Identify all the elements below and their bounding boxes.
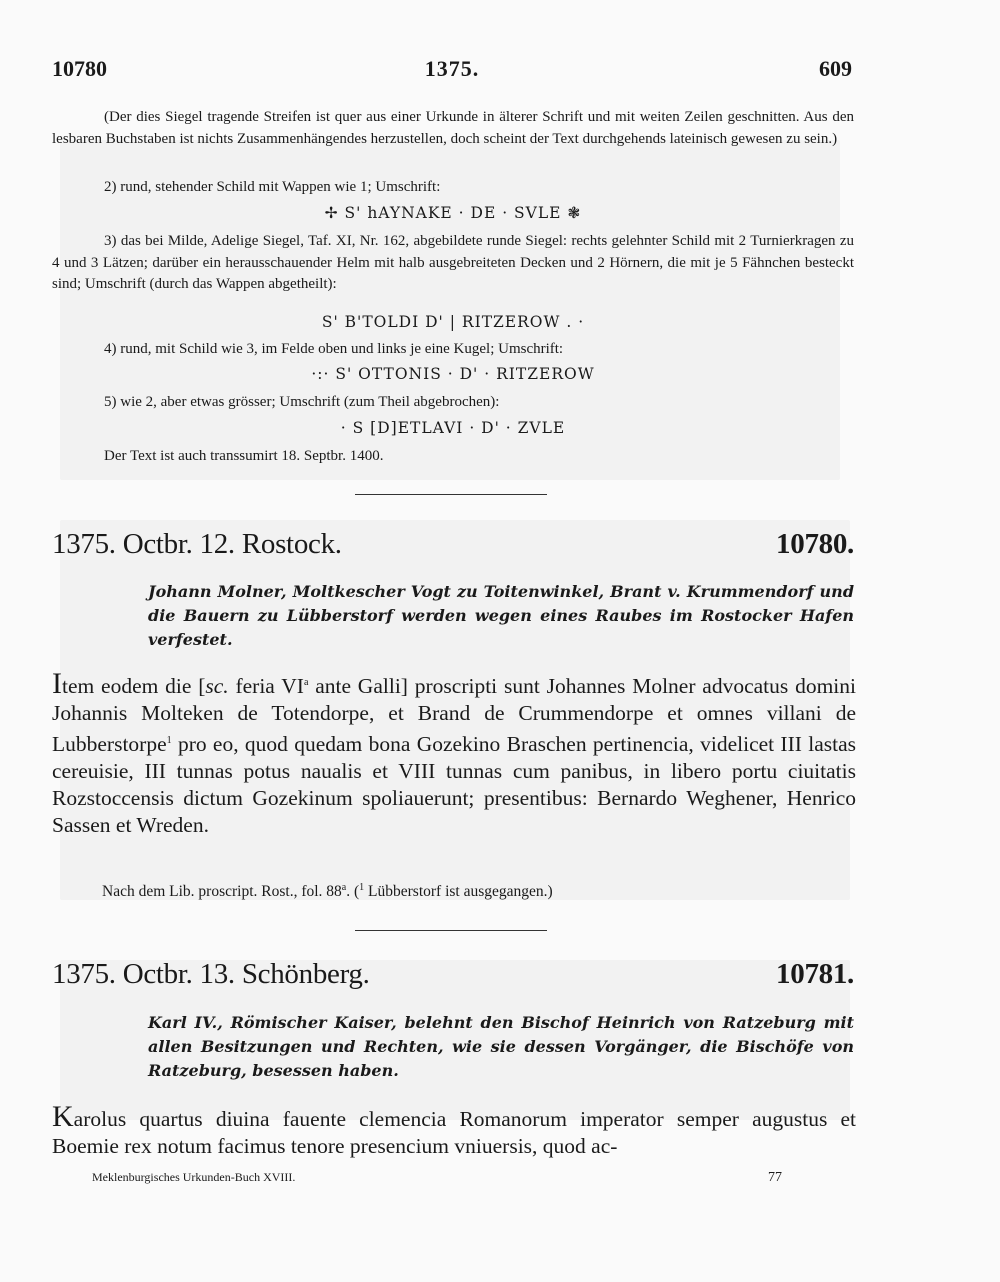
entry-10780-text [52, 669, 856, 839]
header-page-number: 609 [819, 56, 852, 81]
text-segment: tem eodem die [ [62, 674, 206, 699]
entry-10781-date: 1375. Octbr. 13. Schönberg. [52, 958, 370, 990]
entry-10781-text [52, 1100, 856, 1160]
seal-3-description: 3) das bei Milde, Adelige Siegel, Taf. XI, Nr. 162, abgebildete runde Siegel: rechts gelehnter Schild mit 2 Turnierkragen zu 4 und 3 Lätzen; darüber ein herausschauender Helm mit halb ausgebreiteten Decken und 2 Hörnern, die mit je 5 Fähnchen besteckt sind; Umschrift (durch das Wappen abgetheilt): [52, 233, 854, 292]
seal-5-legend: · S [D]ETLAVI · D' · ZVLE [340, 419, 566, 437]
seal-4-description: 4) rund, mit Schild wie 3, im Felde oben und links je eine Kugel; Umschrift: [104, 341, 564, 357]
header-year: 1375. [424, 56, 480, 81]
text-segment: arolus quartus diuina fauente clemencia Romanorum imperator semper augustus et Boemie rex notum facimus tenore presencium vniuersis, quod ac- [52, 1107, 856, 1158]
seal-4-legend: ·:· S' OTTONIS · D' · RITZEROW [311, 365, 595, 383]
transsumpt-note: Der Text ist auch transsumirt 18. Septbr. 1400. [104, 448, 384, 464]
entry-10781-initial: K [52, 1100, 74, 1133]
footnote-marker: 1 [359, 882, 365, 893]
running-header [52, 56, 852, 86]
text-segment: . ( [346, 883, 360, 901]
text-segment: Nach dem Lib. proscript. Rost., fol. 88 [102, 883, 342, 901]
seal-2-description: 2) rund, stehender Schild mit Wappen wie 1; Umschrift: [104, 179, 441, 195]
entry-10781-heading [52, 958, 854, 998]
section-divider [355, 494, 547, 495]
text-segment: sc. [205, 674, 229, 699]
entry-10780-date: 1375. Octbr. 12. Rostock. [52, 528, 342, 560]
entry-10781-number: 10781. [776, 958, 854, 990]
entry-10780-heading [52, 528, 854, 568]
section-divider [355, 930, 547, 931]
page-footer [92, 1170, 782, 1190]
superscript: a [341, 882, 347, 893]
text-segment: pro eo, quod quedam bona Gozekino Braschen pertinencia, videlicet III lastas cereuisie, III tunnas potus naualis et VIII tunnas cum panibus, in libero portu ciuitatis Rozstoccensis dictum Gozekinum spoliauerunt; presentibus: Bernardo Weghener, Henrico Sassen et Wreden. [52, 732, 856, 838]
entry-10780-source-note [102, 878, 854, 902]
seal-note-paragraph: (Der dies Siegel tragende Streifen ist quer aus einer Urkunde in älterer Schrift und mit weiten Zeilen geschnitten. Aus den lesbaren Buchstaben ist nichts Zusammenhängendes herzustellen, doch scheint der Text durchgehends lateinisch gewesen zu sein.) [52, 109, 854, 147]
seal-2-legend: ✢ S' hAYNAKE · DE · SVLE ❃ [324, 204, 582, 222]
seal-5-description: 5) wie 2, aber etwas grösser; Umschrift (zum Theil abgebrochen): [104, 394, 500, 410]
text-segment: Lübberstorf ist ausgegangen.) [364, 883, 553, 901]
footer-signature: 77 [768, 1170, 782, 1185]
entry-10780-initial: I [52, 667, 62, 701]
header-document-number: 10780 [52, 56, 107, 81]
entry-10781-summary: Karl IV., Römischer Kaiser, belehnt den Bischof Heinrich von Ratzeburg mit allen Besitzungen und Rechten, wie sie dessen Vorgänger, die Bischöfe von Ratzeburg, besessen haben. [148, 1013, 854, 1080]
entry-10780-number: 10780. [776, 528, 854, 560]
footnote-marker: 1 [166, 735, 172, 747]
superscript: a [303, 677, 309, 688]
seal-3-legend: S' B'TOLDI D' | RITZEROW . · [321, 313, 585, 331]
entry-10780-summary: Johann Molner, Moltkescher Vogt zu Toitenwinkel, Brant v. Krummendorf und die Bauern zu Lübberstorf werden wegen eines Raubes im Rostocker Hafen verfestet. [148, 582, 854, 649]
footer-title: Meklenburgisches Urkunden-Buch XVIII. [92, 1170, 296, 1184]
text-segment: feria VI [228, 674, 304, 699]
text-segment: ante Galli] proscripti sunt Johannes Molner advocatus domini Johannis Molteken de Totendorpe, et Brand de Crummendorpe et omnes villani de Lubberstorpe [52, 674, 856, 757]
